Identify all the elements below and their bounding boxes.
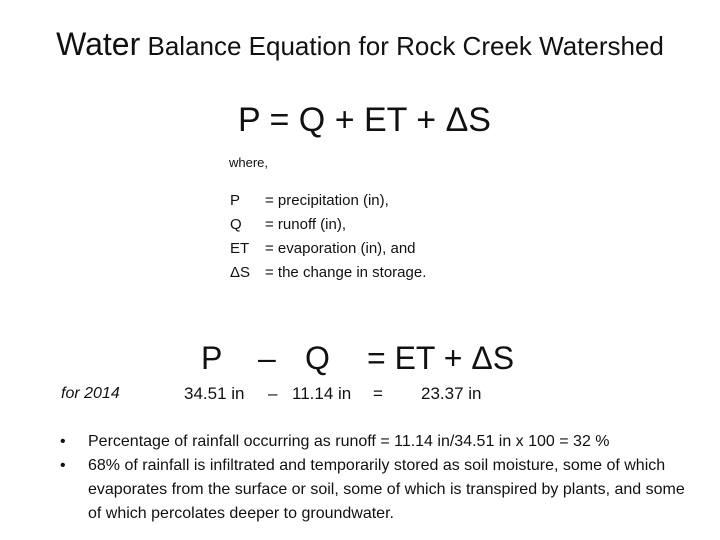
value-result: 23.37 in: [421, 384, 482, 403]
value-equals: =: [373, 384, 383, 403]
value-minus: –: [268, 384, 278, 403]
bullet-text: 68% of rainfall is infiltrated and temporarily stored as soil moisture, some of which evaporates from the surface or soil, some of which is transpired by plants, and some of which percolates deeper to groundwater.: [88, 457, 685, 522]
definition-symbol: Q: [230, 216, 242, 233]
title-rest: Balance Equation for Rock Creek Watershed: [147, 31, 664, 61]
definitions-list: [230, 189, 426, 285]
where-label: where,: [229, 155, 269, 170]
main-equation: P = Q + ET + ΔS: [238, 101, 491, 139]
definition-row: [230, 261, 426, 285]
bullet-item: [60, 430, 700, 454]
equation2-q: Q: [305, 340, 330, 376]
definition-symbol: P: [230, 192, 241, 209]
definition-row: [230, 189, 426, 213]
page-title: [0, 24, 720, 66]
definition-text: = the change in storage.: [265, 264, 427, 281]
definition-row: [230, 237, 426, 261]
equation2-p: P: [201, 340, 223, 376]
year-label: for 2014: [61, 385, 120, 402]
equation2-rhs: = ET + ΔS: [367, 340, 515, 376]
definition-text: = evaporation (in), and: [265, 240, 416, 257]
bullet-marker: •: [60, 457, 66, 474]
bullet-item: [60, 454, 700, 526]
definition-text: = precipitation (in),: [265, 192, 389, 209]
definition-text: = runoff (in),: [265, 216, 347, 233]
definition-symbol: ET: [230, 240, 250, 257]
value-runoff: 11.14 in: [292, 384, 352, 403]
bullet-list: [60, 430, 700, 526]
definition-row: [230, 213, 426, 237]
definition-symbol: ΔS: [230, 264, 251, 281]
equation2-minus: –: [258, 340, 276, 376]
value-precipitation: 34.51 in: [184, 384, 245, 403]
bullet-text: Percentage of rainfall occurring as runoff = 11.14 in/34.51 in x 100 = 32 %: [88, 433, 610, 450]
bullet-marker: •: [60, 433, 66, 450]
title-first-word: Water: [56, 26, 141, 62]
